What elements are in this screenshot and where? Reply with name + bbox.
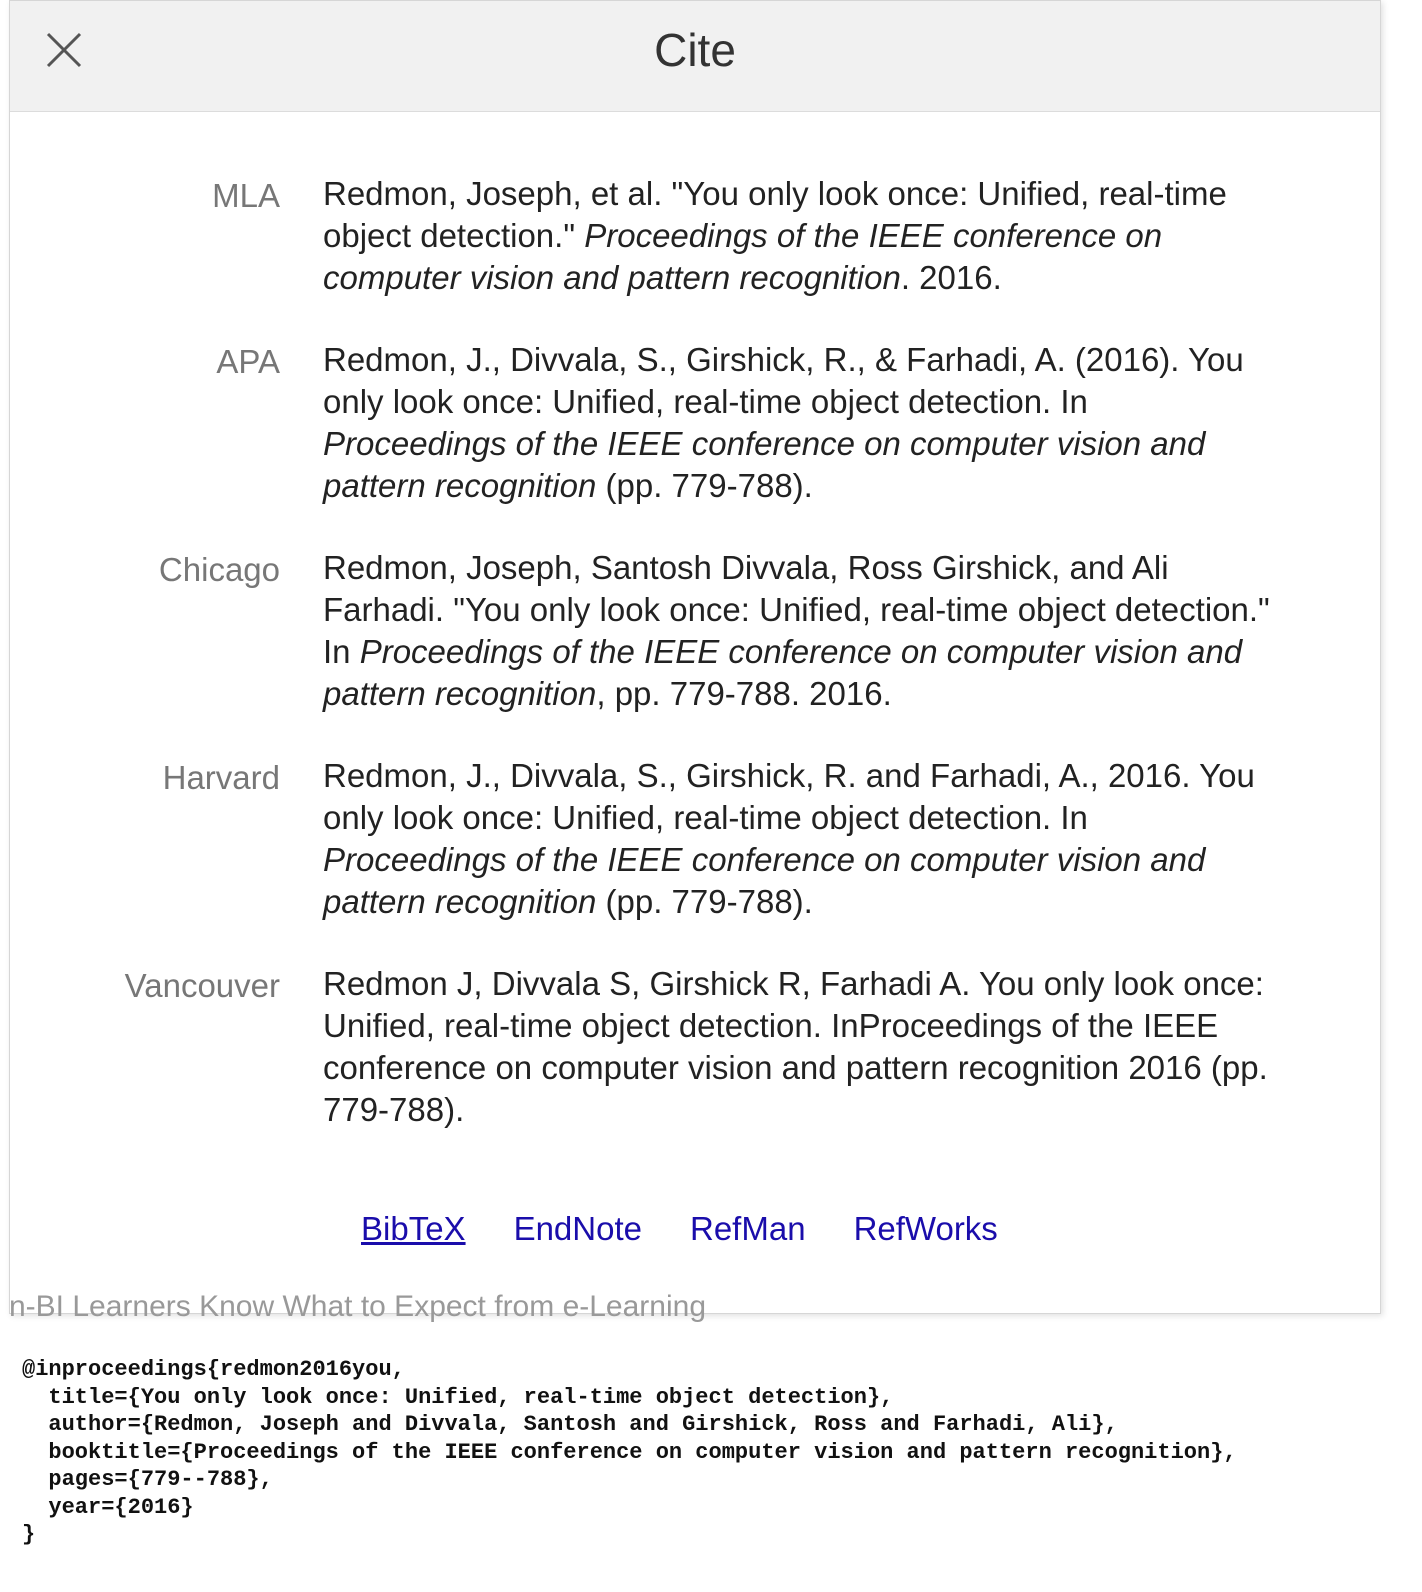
- bibtex-line: booktitle={Proceedings of the IEEE conference on computer vision and pattern recognition},: [22, 1439, 1237, 1465]
- citation-row-apa: [10, 339, 1380, 507]
- citation-text[interactable]: [323, 547, 1273, 715]
- citation-row-vancouver: [10, 963, 1380, 1131]
- citation-venue: Proceedings of the IEEE conference on computer vision and pattern recognition: [323, 217, 1163, 296]
- citation-segment: Redmon, Joseph, Santosh Divvala, Ross Girshick, and Ali Farhadi. "You only look once: Unified, real-time object detection." In: [323, 549, 1270, 670]
- citation-segment: . 2016.: [900, 259, 1002, 296]
- citation-style-label: Chicago: [158, 551, 280, 588]
- citation-segment: (pp. 779-788).: [596, 883, 813, 920]
- dialog-header: [10, 1, 1380, 112]
- citation-text[interactable]: [323, 755, 1273, 923]
- citation-text[interactable]: [323, 963, 1273, 1131]
- bibtex-line: pages={779--788},: [22, 1467, 273, 1492]
- bibtex-line: year={2016}: [22, 1494, 194, 1520]
- bibtex-line: }: [22, 1522, 36, 1547]
- citation-row-chicago: [10, 547, 1380, 715]
- citation-row-mla: [10, 173, 1380, 299]
- citation-segment: Redmon, J., Divvala, S., Girshick, R., & Farhadi, A. (2016). You only look once: Unified, real-time object detection. In: [323, 341, 1244, 420]
- export-link-refworks[interactable]: RefWorks: [853, 1210, 998, 1247]
- bibtex-line: title={You only look once: Unified, real-time object detection},: [22, 1384, 894, 1410]
- export-link-bibtex[interactable]: BibTeX: [361, 1210, 466, 1247]
- bibtex-line: author={Redmon, Joseph and Divvala, Santosh and Girshick, Ross and Farhadi, Ali},: [22, 1412, 1118, 1437]
- export-link-endnote[interactable]: EndNote: [513, 1210, 642, 1247]
- citation-segment: Redmon, Joseph, et al. "You only look once: Unified, real-time object detection.": [323, 175, 1227, 254]
- citation-text[interactable]: [323, 339, 1273, 507]
- bibtex-block: [22, 1356, 1237, 1549]
- citation-segment: Redmon, J., Divvala, S., Girshick, R. and Farhadi, A., 2016. You only look once: Unified, real-time object detection. In: [323, 757, 1255, 836]
- citation-style-label: Vancouver: [124, 967, 280, 1004]
- bibtex-line: @inproceedings{redmon2016you,: [22, 1357, 405, 1382]
- background-page-text: [9, 1290, 809, 1323]
- citation-venue: Proceedings of the IEEE conference on computer vision and pattern recognition: [323, 841, 1206, 920]
- citation-venue: Proceedings of the IEEE conference on computer vision and pattern recognition: [323, 425, 1206, 504]
- citation-list: [10, 173, 1380, 1171]
- export-link-refman[interactable]: RefMan: [690, 1210, 806, 1247]
- citation-segment: , pp. 779-788. 2016.: [596, 675, 892, 712]
- cite-dialog: [9, 0, 1381, 1314]
- citation-style-label: Harvard: [162, 759, 280, 796]
- dialog-title: Cite: [654, 24, 736, 76]
- citation-style-label: APA: [216, 343, 280, 380]
- background-text: n-BI Learners Know What to Expect from e-Learning: [9, 1290, 707, 1323]
- citation-text[interactable]: [323, 173, 1273, 299]
- export-links: [361, 1208, 1046, 1250]
- citation-venue: Proceedings of the IEEE conference on computer vision and pattern recognition: [323, 633, 1243, 712]
- citation-segment: (pp. 779-788).: [596, 467, 813, 504]
- citation-row-harvard: [10, 755, 1380, 923]
- citation-style-label: MLA: [212, 177, 280, 214]
- citation-segment: Redmon J, Divvala S, Girshick R, Farhadi A. You only look once: Unified, real-time object detection. InProceedings of the IEEE conference on computer vision and pattern recognition 2016 (pp. 779-788).: [323, 965, 1268, 1128]
